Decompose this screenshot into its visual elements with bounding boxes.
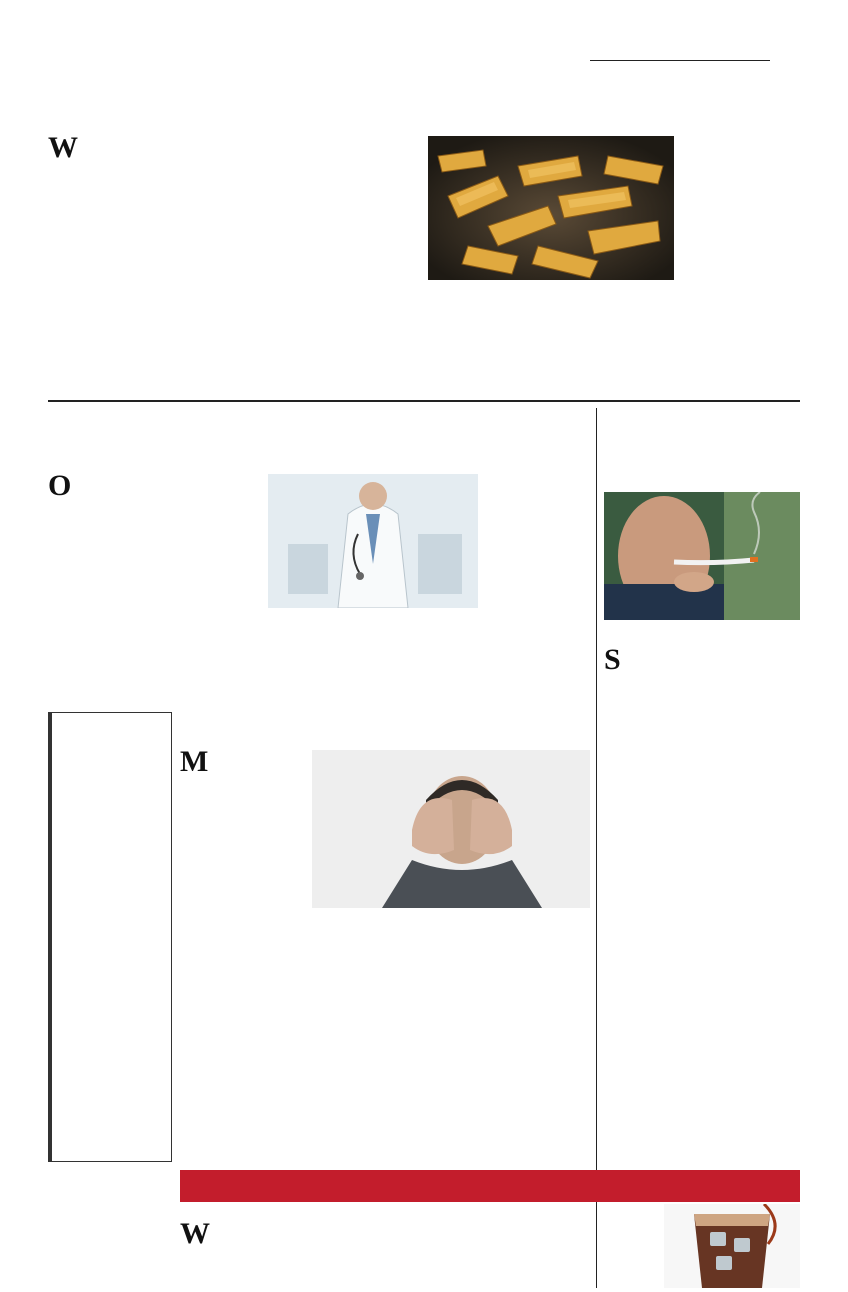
story1-divider xyxy=(48,400,800,402)
story5-col1: W xyxy=(180,1222,210,1250)
story3-col1: S xyxy=(604,648,621,676)
story3-author xyxy=(704,1066,800,1138)
masthead-rule xyxy=(590,60,770,61)
story1-col3 xyxy=(298,136,416,394)
story4-col1: M xyxy=(180,750,209,778)
story1-col6 xyxy=(682,136,800,394)
story1-col2 xyxy=(173,136,291,394)
smoking-vertical-rule xyxy=(596,408,597,1288)
potato-fries-photo xyxy=(428,136,674,280)
story2-col2 xyxy=(158,474,262,696)
story1-col1: W xyxy=(48,136,78,164)
head-in-hands-photo xyxy=(312,750,590,908)
story5-col3 xyxy=(444,1210,562,1288)
story2-col4 xyxy=(374,612,478,696)
story5-col4 xyxy=(568,1210,658,1288)
story4-col3 xyxy=(454,914,590,1162)
story5-col2 xyxy=(312,1210,438,1288)
story5-headline-bar xyxy=(180,1170,800,1202)
story1-col5 xyxy=(556,286,674,394)
story1-col4 xyxy=(428,286,546,394)
sidebar-body xyxy=(56,830,168,1160)
story4-col2 xyxy=(312,914,446,1162)
smoker-photo xyxy=(604,492,800,620)
soft-drink-glass-photo xyxy=(664,1204,800,1288)
story2-col3 xyxy=(268,612,372,696)
story3-col2 xyxy=(704,634,800,1064)
story2-col1: O xyxy=(48,474,72,502)
doctor-photo xyxy=(268,474,478,608)
story2-col5 xyxy=(484,474,588,696)
